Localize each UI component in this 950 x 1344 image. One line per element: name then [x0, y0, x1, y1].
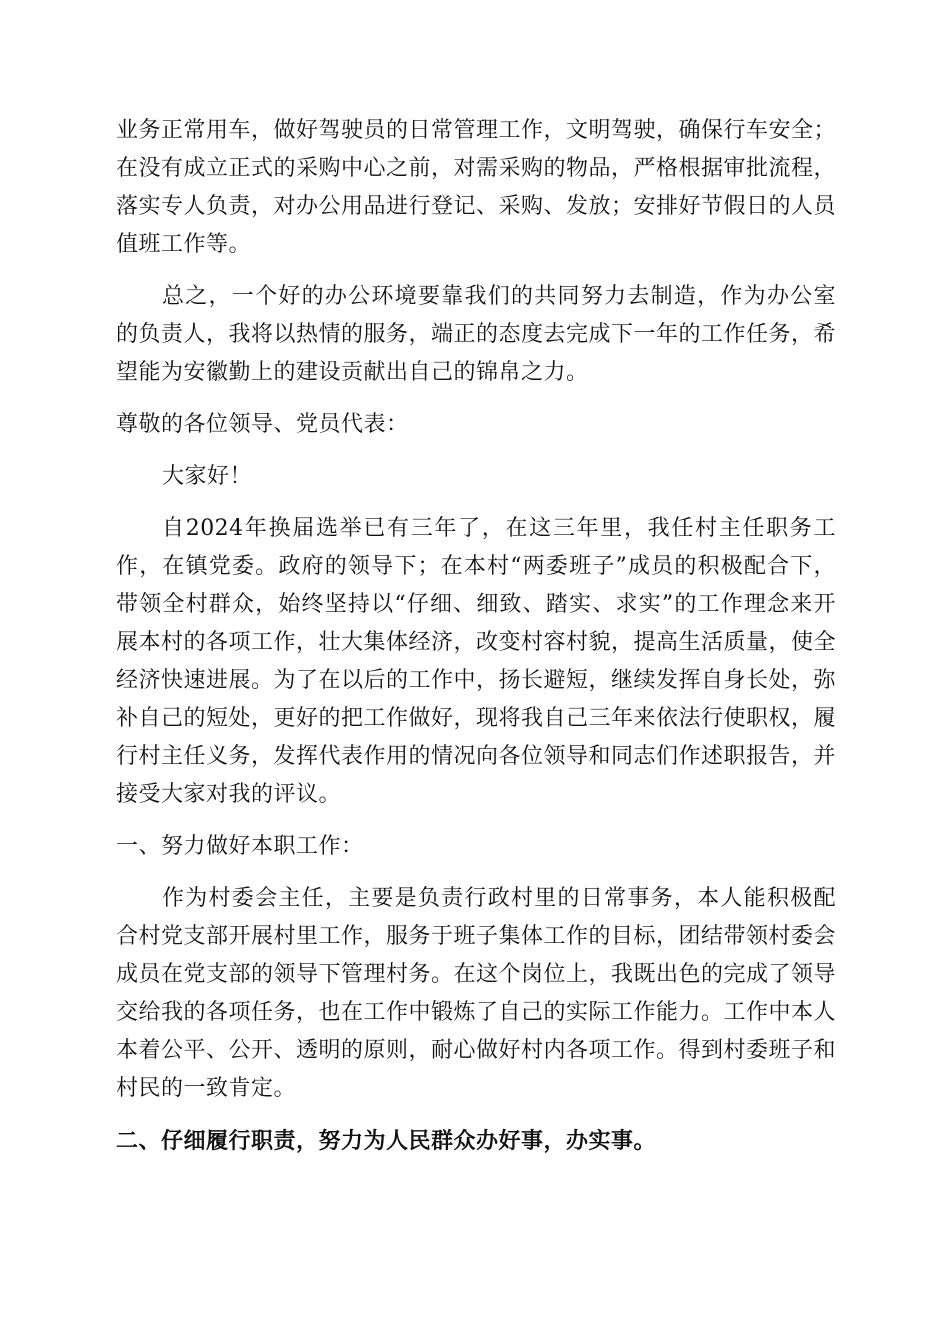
section-heading-2: 二、仔细履行职责，努力为人民群众办好事，办实事。: [116, 1128, 657, 1154]
salutation: 尊敬的各位领导、党员代表：: [116, 412, 409, 437]
paragraph-section-1: 作为村委会主任，主要是负责行政村里的日常事务，本人能积极配合村党支部开展村里工作，服务于班子集体工作的目标，团结带领村委会成员在党支部的领导下管理村务。在这个岗位上，我既出色的完成了领导交给我的各项任务，也在工作中锻炼了自己的实际工作能力。工作中本人本着公平、公开、透明的原则，耐心做好村内各项工作。得到村委班子和村民的一致肯定。: [116, 886, 837, 1101]
paragraph-summary: 总之，一个好的办公环境要靠我们的共同努力去制造，作为办公室的负责人，我将以热情的服务，端正的态度去完成下一年的工作任务，希望能为安徽勤上的建设贡献出自己的锦帛之力。: [116, 284, 837, 385]
document-page: [116, 112, 836, 1160]
section-heading-1: 一、努力做好本职工作：: [116, 834, 364, 859]
paragraph-intro: 自2024年换届选举已有三年了，在这三年里，我任村主任职务工作，在镇党委。政府的领导下；在本村“两委班子”成员的积极配合下，带领全村群众，始终坚持以“仔细、细致、踏实、求实”的工作理念来开展本村的各项工作，壮大集体经济，改变村容村貌，提高生活质量，使全经济快速进展。为了在以后的工作中，扬长避短，继续发挥自身长处，弥补自己的短处，更好的把工作做好，现将我自己三年来依法行使职权，履行村主任义务，发挥代表作用的情况向各位领导和同志们作述职报告，并接受大家对我的评议。: [116, 516, 837, 807]
greeting: 大家好！: [162, 464, 253, 489]
paragraph-continuation: 业务正常用车，做好驾驶员的日常管理工作，文明驾驶，确保行车安全；在没有成立正式的采购中心之前，对需采购的物品，严格根据审批流程，落实专人负责，对办公用品进行登记、采购、发放；安排好节假日的人员值班工作等。: [116, 118, 837, 257]
